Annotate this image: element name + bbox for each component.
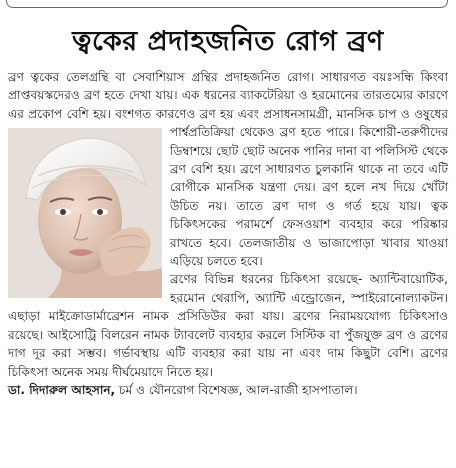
paragraph-treatment: ব্রণের বিভিন্ন ধরনের চিকিৎসা রয়েছে- অ্যান্টিবায়োটিক, হরমোন থেরাপি, অ্যান্টি এন্ড্রোজেন, স্পাইরোনোল্যাকটন। এছাড়া মাইক্রোডার্মাব্রেশন নামক প্রসিডিউর করা যায়। ব্রণের নিরাময়যোগ্য চিকিৎসাও রয়েছে। আইসোট্রি বিলরেন নামক ট্যাবলেট ব্যবহার করলে সিস্টিক বা পুঁজযুক্ত ব্রণ ও ব্রণের দাগ দূর করা সম্ভব। গর্ভাবস্থায় এটি ব্যবহার করা যায় না এবং দাম কিছুটা বেশি। ব্রণের চিকিৎসা অনেক সময় দীর্ঘমেয়াদে নিতে হয়। xyxy=(8,272,448,379)
paragraph-intro: ব্রণ ত্বকের তেলগ্রন্থি বা সেবাশিয়াস গ্রন্থির প্রদাহজনিত রোগ। সাধারণত বয়ঃসন্ধি কিংবা প্রাপ্তবয়স্কদেরও ব্রণ হতে দেখা যায়। এক ধরনের ব্যাকটেরিয়া ও হরমোনের তারতম্যের কারণে এর প্রকোপ বেশি হয়। বংশগত কারণেও ব্রণ হয় এবং প্রসাধনসামগ্রী, মানসিক চাপ ও ওষুধের xyxy=(8,70,448,121)
byline-name: ডা. দিদারুল আহসান, xyxy=(8,382,116,397)
paragraph-beside-photo: পার্শ্বপ্রতিক্রিয়া থেকেও ব্রণ হতে পারে। কিশোরী-তরুণীদের ডিম্বাশয়ে ছোট ছোট অনেক পানির দানা বা পলিসিস্ট থেকে ব্রণ বেশি হয়। ব্রণে সাধারণত চুলকানি থাকে না তবে এটি রোগীকে মানসিক যন্ত্রণা দেয়। ব্রণ হলে নখ দিয়ে খোঁটা উচিত নয়। তাতে ব্রণ দাগ ও গর্ত হয়ে যায়। ত্বক চিকিৎসকের পরামর্শে ফেসওয়াশ ব্যবহার করে পরিষ্কার রাখতে হবে। তেলজাতীয় ও ভাজাপোড়া খাবার খাওয়া এড়িয়ে চলতে হবে। xyxy=(170,125,448,269)
top-frame-border xyxy=(6,0,448,8)
byline-detail: চর্ম ও যৌনরোগ বিশেষজ্ঞ, আল-রাজী হাসপাতাল। xyxy=(115,382,358,397)
article-body xyxy=(8,68,448,399)
article-headline: ত্বকের প্রদাহজনিত রোগ ব্রণ xyxy=(72,26,384,57)
woman-face-photo xyxy=(8,128,162,298)
